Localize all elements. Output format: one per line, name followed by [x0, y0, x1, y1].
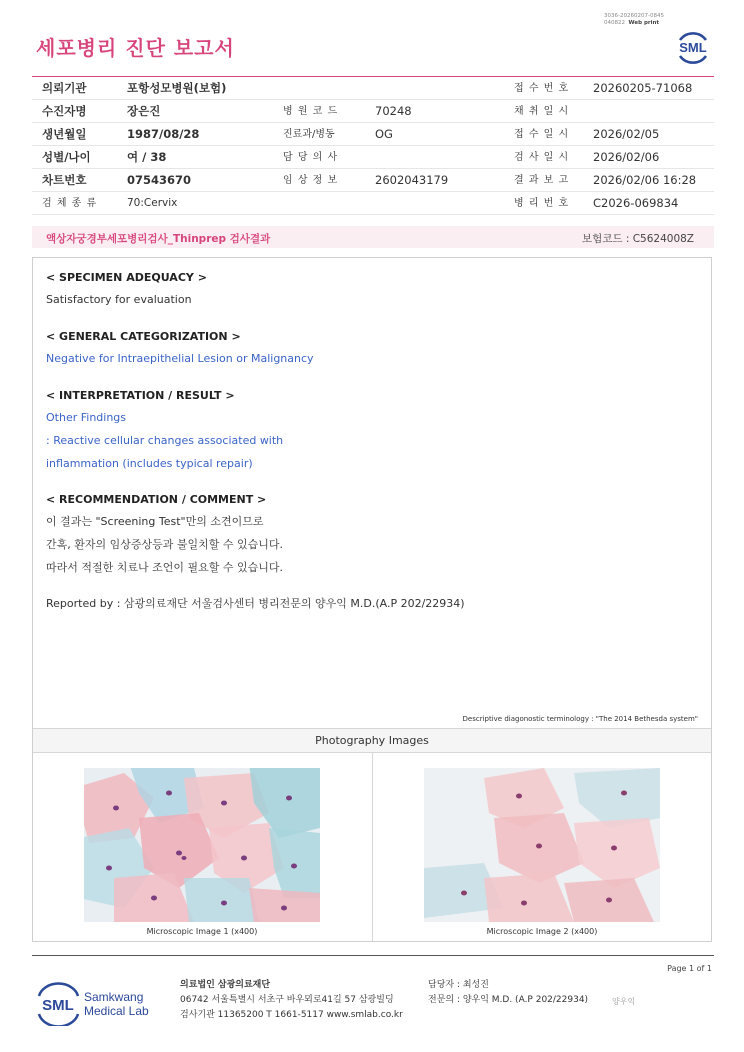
photo2-caption: Microscopic Image 2 (x400)	[486, 927, 598, 936]
label-receipt-no: 접 수 번 호	[514, 83, 570, 94]
recommendation-line: 이 결과는 "Screening Test"만의 소견이므로	[46, 515, 264, 528]
info-row	[32, 123, 714, 146]
page-title: 세포병리 진단 보고서	[36, 36, 235, 60]
chart-number: 07543670	[127, 173, 192, 187]
photo1-caption: Microscopic Image 1 (x400)	[146, 927, 258, 936]
sex-age: 여 / 38	[127, 150, 167, 164]
staff: 담당자 : 최성진	[428, 980, 489, 990]
result-box	[32, 257, 712, 942]
info-row	[32, 192, 714, 215]
label-dept: 진료과/병동	[283, 129, 335, 140]
page-number: Page 1 of 1	[667, 964, 712, 973]
footer-staff-info	[428, 978, 588, 1008]
footer-org-info	[180, 978, 403, 1023]
terminology-note: Descriptive diagonostic terminology : "The 2014 Bethesda system"	[462, 715, 698, 723]
label-specimen: 검 체 종 류	[42, 198, 98, 209]
category-heading: < GENERAL CATEGORIZATION >	[46, 330, 241, 343]
photos-header: Photography Images	[33, 728, 711, 753]
photo-divider	[372, 753, 373, 941]
interpretation-heading: < INTERPRETATION / RESULT >	[46, 389, 235, 402]
adequacy-text: Satisfactory for evaluation	[46, 293, 192, 306]
svg-text:Medical Lab: Medical Lab	[84, 1004, 149, 1018]
clinical-info: 2602043179	[375, 173, 449, 187]
microscopic-image-2	[424, 768, 660, 922]
sml-logo	[672, 26, 714, 68]
svg-text:Samkwang: Samkwang	[84, 990, 144, 1004]
label-collection-date: 채 취 일 시	[514, 106, 570, 117]
interpretation-line: : Reactive cellular changes associated with	[46, 434, 284, 447]
samkwang-logo	[36, 982, 176, 1026]
receipt-date: 2026/02/05	[593, 127, 660, 141]
info-row	[32, 100, 714, 123]
info-row	[32, 169, 714, 192]
label-doctor: 담 당 의 사	[283, 152, 339, 163]
info-row	[32, 146, 714, 169]
label-dob: 생년월일	[42, 127, 87, 141]
org-address: 06742 서울특별시 서초구 바우뫼로41길 57 삼광빌딩	[180, 995, 394, 1005]
interpretation-line: Other Findings	[46, 411, 127, 424]
org-contact: 검사기관 11365200 T 1661-5117 www.smlab.co.kr	[180, 1010, 403, 1020]
exam-date: 2026/02/06	[593, 150, 660, 164]
department: OG	[375, 127, 393, 141]
label-sex-age: 성별/나이	[42, 150, 91, 164]
label-report-date: 결 과 보 고	[514, 175, 570, 186]
report-date: 2026/02/06 16:28	[593, 173, 697, 187]
pathology-no: C2026-069834	[593, 196, 679, 210]
org-name: 의료법인 삼광의료재단	[180, 980, 271, 990]
label-pathology-no: 병 리 번 호	[514, 198, 570, 209]
specimen-type: 70:Cervix	[127, 197, 178, 209]
test-name: 액상자궁경부세포병리검사_Thinprep 검사결과	[46, 233, 271, 245]
patient-name: 장은진	[127, 104, 161, 118]
recommendation-line: 따라서 적절한 치료나 조언이 필요할 수 있습니다.	[46, 561, 283, 574]
hospital-code: 70248	[375, 104, 412, 118]
label-patient: 수진자명	[42, 104, 87, 118]
test-title-band	[32, 226, 714, 248]
svg-text:SML: SML	[679, 40, 707, 55]
label-chart: 차트번호	[42, 173, 87, 187]
date-of-birth: 1987/08/28	[127, 127, 200, 141]
label-hospital-code: 병 원 코 드	[283, 106, 339, 117]
category-text: Negative for Intraepithelial Lesion or Malignancy	[46, 352, 314, 365]
microscopic-image-1	[84, 768, 320, 922]
label-clinical: 임 상 정 보	[283, 175, 339, 186]
interpretation-line: inflammation (includes typical repair)	[46, 457, 253, 470]
svg-text:SML: SML	[42, 997, 74, 1014]
adequacy-heading: < SPECIMEN ADEQUACY >	[46, 271, 207, 284]
recommendation-line: 간혹, 환자의 임상증상등과 불일치할 수 있습니다.	[46, 538, 283, 551]
specialist: 전문의 : 양우익 M.D. (A.P 202/22934)	[428, 995, 589, 1005]
info-row	[32, 77, 714, 100]
reported-by: Reported by : 삼광의료재단 서울검사센터 병리전문의 양우익 M.D.(A.P 202/22934)	[46, 597, 465, 610]
patient-info-table	[32, 76, 714, 215]
insurance-code: 보험코드 : C5624008Z	[581, 233, 694, 245]
recommendation-heading: < RECOMMENDATION / COMMENT >	[46, 493, 267, 506]
label-receipt-date: 접 수 일 시	[514, 129, 570, 140]
document-number: 3036-20260207-0845 040822 Web print	[604, 13, 664, 26]
label-requesting-institution: 의뢰기관	[42, 81, 87, 95]
label-exam-date: 검 사 일 시	[514, 152, 570, 163]
signature: 양우익	[612, 997, 636, 1006]
receipt-no: 20260205-71068	[593, 81, 693, 95]
footer-divider	[32, 955, 714, 956]
requesting-institution: 포항성모병원(보험)	[127, 81, 227, 95]
